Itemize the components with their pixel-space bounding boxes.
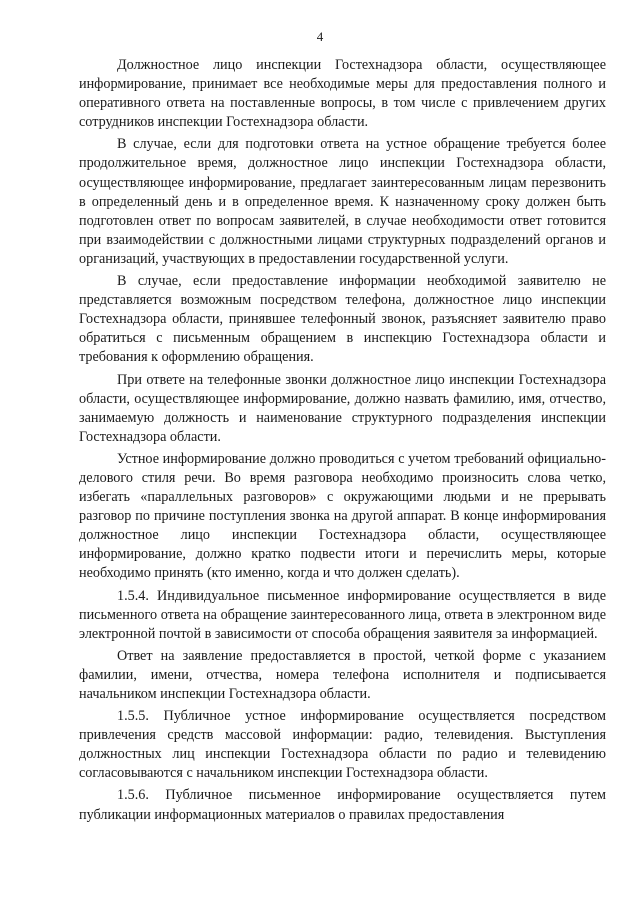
page-number: 4: [316, 29, 324, 44]
paragraph-6: 1.5.4. Индивидуальное письменное информирование осуществляется в виде письменного ответа на обращение заинтересованного лица, ответа в электронном виде электронной почтой в зависимости от способа обращения заявителя за информацией.: [79, 587, 606, 642]
paragraph-2: В случае, если для подготовки ответа на устное обращение требуется более продолжительное время, должностное лицо инспекции Гостехнадзора области, осуществляющее информирование, предлагает заинтересованным лицам перезвонить в определенный день и в определенное время. К назначенному сроку должен быть подготовлен ответ по вопросам заявителей, в случае необходимости ответ готовится при взаимодействии с должностными лицами структурных подразделений органов и организаций, участвующих в предоставлении государственной услуги.: [79, 136, 606, 267]
document-body: [79, 56, 606, 828]
paragraph-8: 1.5.5. Публичное устное информирование осуществляется посредством привлечения средств массовой информации: радио, телевидения. Выступления должностных лиц инспекции Гостехнадзора области по радио и телевидению согласовываются с начальником инспекции Гостехнадзора области.: [79, 708, 606, 782]
paragraph-1: Должностное лицо инспекции Гостехнадзора области, осуществляющее информирование, принимает все необходимые меры для предоставления полного и оперативного ответа на поставленные вопросы, в том числе с привлечением других сотрудников инспекции Гостехнадзора области.: [79, 57, 606, 131]
paragraph-3: В случае, если предоставление информации необходимой заявителю не представляется возможным посредством телефона, должностное лицо инспекции Гостехнадзора области, принявшее телефонный звонок, разъясняет заявителю право обратиться с письменным обращением в инспекцию Гостехнадзора области и требования к оформлению обращения.: [79, 273, 606, 366]
paragraph-7: Ответ на заявление предоставляется в простой, четкой форме с указанием фамилии, имени, отчества, номера телефона исполнителя и подписывается начальником инспекции Гостехнадзора области.: [79, 647, 606, 702]
paragraph-9: 1.5.6. Публичное письменное информирование осуществляется путем публикации информационных материалов о правилах предоставления: [79, 787, 606, 823]
paragraph-4: При ответе на телефонные звонки должностное лицо инспекции Гостехнадзора области, осуществляющее информирование, должно назвать фамилию, имя, отчество, занимаемую должность и наименование структурного подразделения инспекции Гостехнадзора области.: [79, 371, 606, 445]
paragraph-5: Устное информирование должно проводиться с учетом требований официально-делового стиля речи. Во время разговора необходимо произносить слова четко, избегать «параллельных разговоров» с окружающими людьми и не прерывать разговор по причине поступления звонка на другой аппарат. В конце информирования должностное лицо инспекции Гостехнадзора области, осуществляющее информирование, должно кратко подвести итоги и перечислить меры, которые необходимо принять (кто именно, когда и что должен сделать).: [79, 450, 606, 582]
